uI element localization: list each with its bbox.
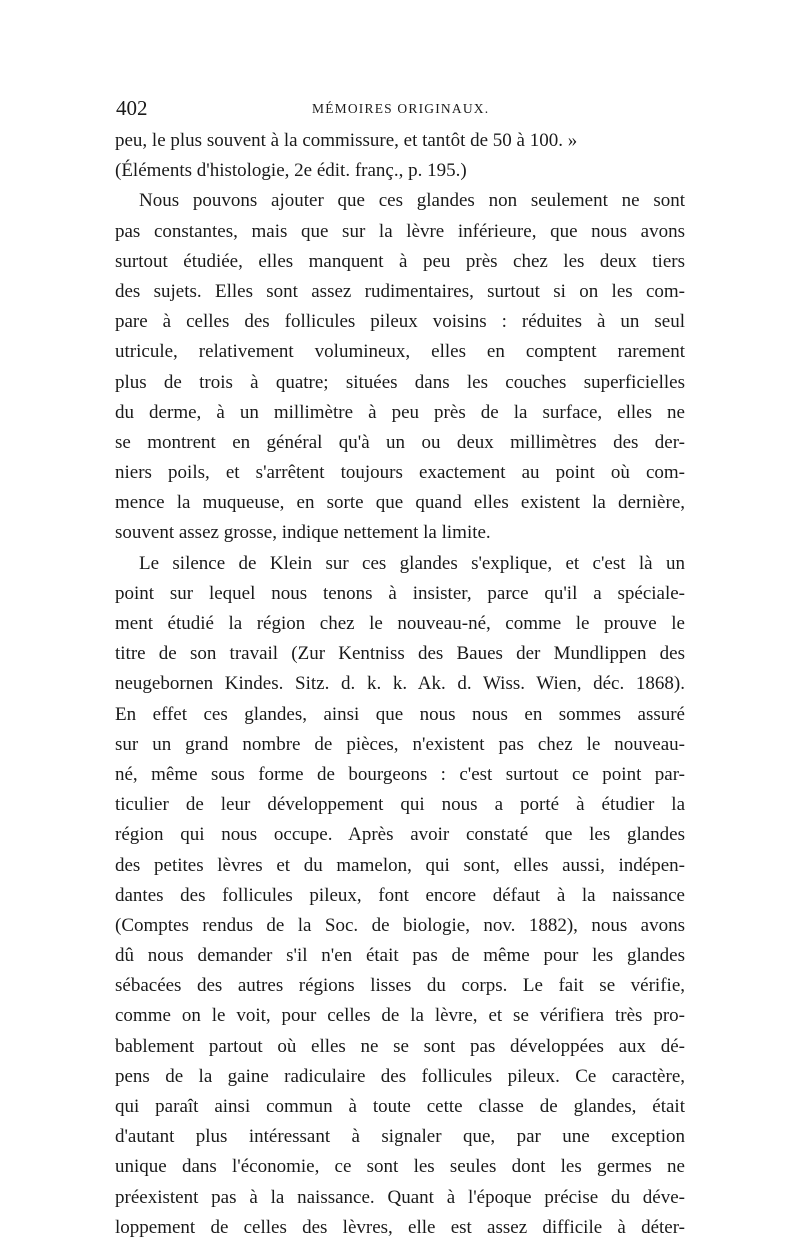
running-head [115,96,685,126]
text-line: des sujets. Elles sont assez rudimentaires, surtout si on les com- [115,280,685,302]
text-line: loppement de celles des lèvres, elle est assez difficile à déter- [115,1216,685,1238]
text-line: du derme, à un millimètre à peu près de la surface, elles ne [115,401,685,423]
text-line: plus de trois à quatre; situées dans les couches superficielles [115,371,685,393]
text-line: utricule, relativement volumineux, elles en comptent rarement [115,341,685,363]
text-line: pas constantes, mais que sur la lèvre inférieure, que nous avons [115,220,685,242]
text-line: ment étudié la région chez le nouveau-né, comme le prouve le [115,613,685,634]
text-line: d'autant plus intéressant à signaler que, par une exception [115,1126,685,1148]
page-number: 402 [116,96,148,120]
text-line: Nous pouvons ajouter que ces glandes non seulement ne sont [139,190,685,212]
text-line: (Éléments d'histologie, 2e édit. franç., p. 195.) [115,160,467,182]
text-line: peu, le plus souvent à la commissure, et tantôt de 50 à 100. » [115,130,578,151]
text-line: Le silence de Klein sur ces glandes s'explique, et c'est là un [139,552,685,574]
running-title: MÉMOIRES ORIGINAUX. [312,101,490,116]
text-line: point sur lequel nous tenons à insister, parce qu'il a spéciale- [115,582,685,604]
text-line: préexistent pas à la naissance. Quant à l'époque précise du déve- [115,1186,685,1208]
text-line: sur un grand nombre de pièces, n'existent pas chez le nouveau- [115,733,685,755]
text-line: des petites lèvres et du mamelon, qui sont, elles aussi, indépen- [115,854,685,876]
text-line: région qui nous occupe. Après avoir constaté que les glandes [115,824,685,846]
text-line: pens de la gaine radiculaire des follicules pileux. Ce caractère, [115,1065,685,1087]
book-page [115,96,685,1243]
text-line: se montrent en général qu'à un ou deux millimètres des der- [115,431,685,453]
text-line: dantes des follicules pileux, font encore défaut à la naissance [115,884,685,906]
text-line: (Comptes rendus de la Soc. de biologie, nov. 1882), nous avons [115,914,685,936]
text-line: né, même sous forme de bourgeons : c'est surtout ce point par- [115,763,685,785]
text-line: surtout étudiée, elles manquent à peu près chez les deux tiers [115,250,685,272]
text-line: comme on le voit, pour celles de la lèvre, et se vérifiera très pro- [115,1005,685,1027]
text-line: ticulier de leur développement qui nous a porté à étudier la [115,794,685,816]
text-line: niers poils, et s'arrêtent toujours exactement au point où com- [115,462,685,484]
text-line: En effet ces glandes, ainsi que nous nous en sommes assuré [115,703,685,725]
text-line: qui paraît ainsi commun à toute cette classe de glandes, était [115,1096,685,1117]
text-line: dû nous demander s'il n'en était pas de même pour les glandes [115,945,685,967]
text-line: mence la muqueuse, en sorte que quand elles existent la dernière, [115,492,685,514]
text-line: sébacées des autres régions lisses du corps. Le fait se vérifie, [115,975,685,997]
text-line: bablement partout où elles ne se sont pas développées aux dé- [115,1035,685,1057]
text-line: neugebornen Kindes. Sitz. d. k. k. Ak. d. Wiss. Wien, déc. 1868). [115,673,685,695]
text-line: pare à celles des follicules pileux voisins : réduites à un seul [115,311,685,333]
body-text [115,126,685,1243]
text-line: titre de son travail (Zur Kentniss des Baues der Mundlippen des [115,643,685,665]
text-line: unique dans l'économie, ce sont les seules dont les germes ne [115,1156,685,1178]
text-line: souvent assez grosse, indique nettement la limite. [115,522,491,544]
